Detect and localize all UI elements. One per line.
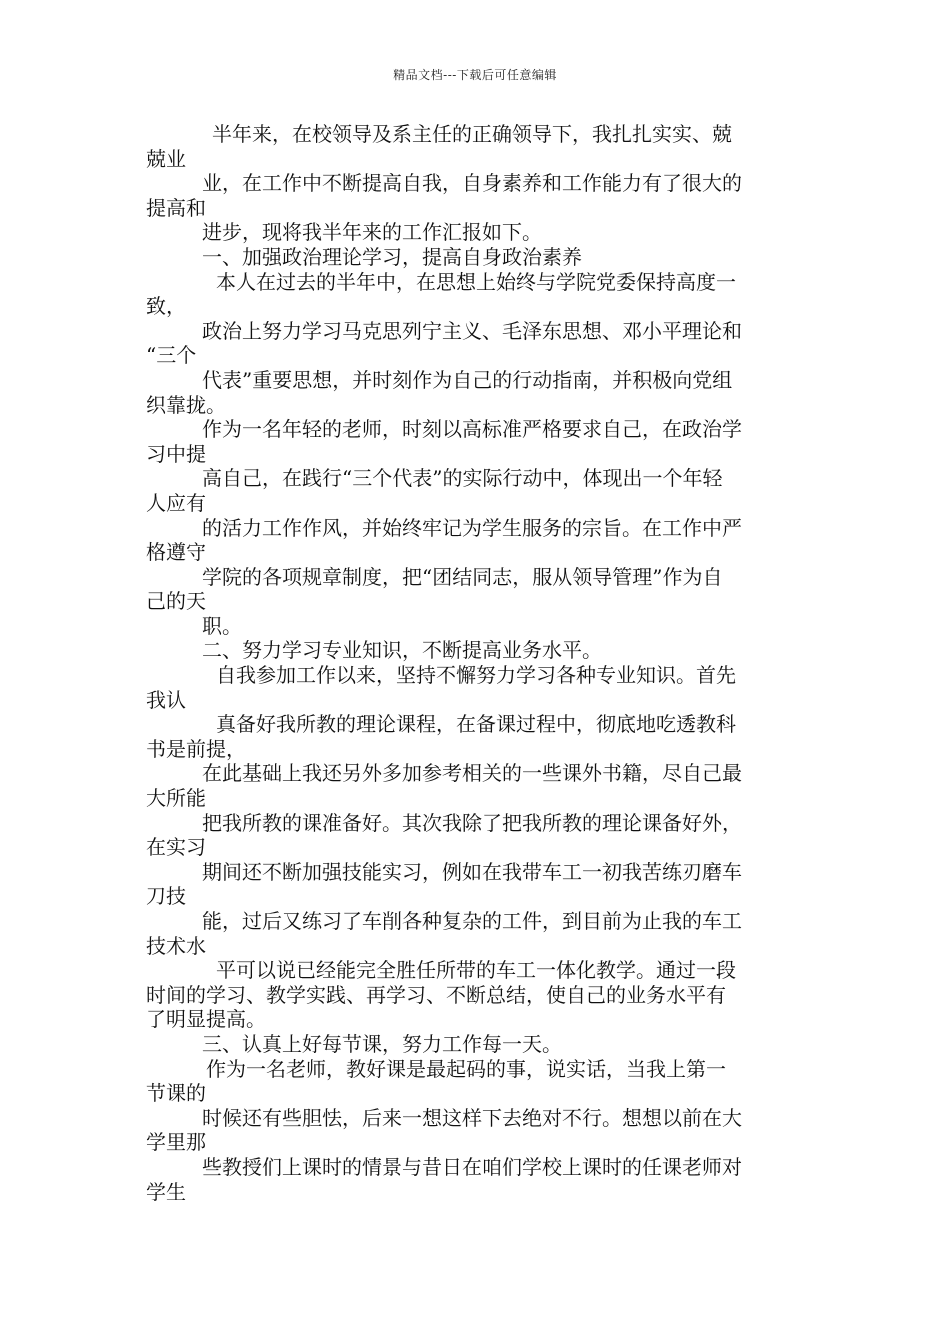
text-line: 把我所教的课准备好。其次我除了把我所教的理论课备好外，: [202, 810, 742, 835]
text-line: 能，过后又练习了车削各种复杂的工件，到目前为止我的车工: [202, 909, 742, 933]
text-line: 业，在工作中不断提高自我，自身素养和工作能力有了很大的: [202, 171, 742, 196]
text-line: 自我参加工作以来，坚持不懈努力学习各种专业知识。首先: [216, 663, 736, 688]
text-line: 高自己，在践行“三个代表”的实际行动中，体现出一个年轻: [202, 466, 723, 491]
text-line: 期间还不断加强技能实习，例如在我带车工一初我苦练刃磨车: [202, 859, 742, 884]
text-line: 半年来，在校领导及系主任的正确领导下，我扎扎实实、兢: [212, 122, 732, 146]
section-heading: 一、加强政治理论学习，提高自身政治素养: [202, 244, 582, 269]
text-line: 己的天: [146, 589, 206, 614]
text-line: 了明显提高。: [146, 1007, 266, 1032]
section-heading: 三、认真上好每节课，努力工作每一天。: [202, 1031, 562, 1056]
text-line: 在此基础上我还另外多加参考相关的一些课外书籍，尽自己最: [202, 761, 742, 786]
text-line: 进步，现将我半年来的工作汇报如下。: [202, 220, 542, 245]
text-line: 人应有: [146, 490, 206, 515]
text-line: 职。: [202, 613, 242, 638]
text-line: 的活力工作作风，并始终牢记为学生服务的宗旨。在工作中严: [202, 515, 742, 540]
text-line: 大所能: [146, 786, 206, 811]
text-line: 学里那: [146, 1130, 206, 1155]
text-line: 格遵守: [146, 540, 206, 565]
text-line: 代表”重要思想，并时刻作为自己的行动指南，并积极向党组: [202, 367, 733, 392]
text-line: 习中提: [146, 441, 206, 466]
text-line: 些教授们上课时的情景与昔日在咱们学校上课时的任课老师对: [202, 1154, 742, 1179]
text-line: 在实习: [146, 835, 206, 860]
document-body: [146, 122, 810, 1204]
text-line: 织靠拢。: [146, 392, 226, 417]
text-line: 作为一名年轻的老师，时刻以高标准严格要求自己，在政治学: [202, 417, 742, 442]
text-line: 政治上努力学习马克思列宁主义、毛泽东思想、邓小平理论和: [202, 318, 742, 343]
text-line: 作为一名老师，教好课是最起码的事，说实话，当我上第一: [206, 1056, 726, 1081]
text-line: 节课的: [146, 1081, 206, 1106]
section-heading: 二、努力学习专业知识，不断提高业务水平。: [202, 638, 602, 663]
text-line: 书是前提，: [146, 736, 246, 761]
text-line: “三个: [146, 343, 197, 368]
text-line: 平可以说已经能完全胜任所带的车工一体化教学。通过一段: [216, 958, 736, 983]
text-line: 时间的学习、教学实践、再学习、不断总结，使自己的业务水平有: [146, 982, 726, 1007]
page-header: 精品文档---下载后可任意编辑: [393, 68, 557, 82]
text-line: 本人在过去的半年中，在思想上始终与学院党委保持高度一: [216, 269, 736, 294]
text-line: 致，: [146, 294, 186, 319]
text-line: 真备好我所教的理论课程，在备课过程中，彻底地吃透教科: [216, 712, 736, 737]
text-line: 技术水: [146, 933, 206, 958]
text-line: 刀技: [146, 884, 186, 909]
text-line: 学生: [146, 1179, 186, 1204]
text-line: 兢业: [146, 146, 186, 171]
text-line: 提高和: [146, 195, 206, 220]
text-line: 学院的各项规章制度，把“团结同志，服从领导管理”作为自: [202, 564, 723, 589]
text-line: 时候还有些胆怯，后来一想这样下去绝对不行。想想以前在大: [202, 1105, 742, 1130]
text-line: 我认: [146, 687, 186, 712]
